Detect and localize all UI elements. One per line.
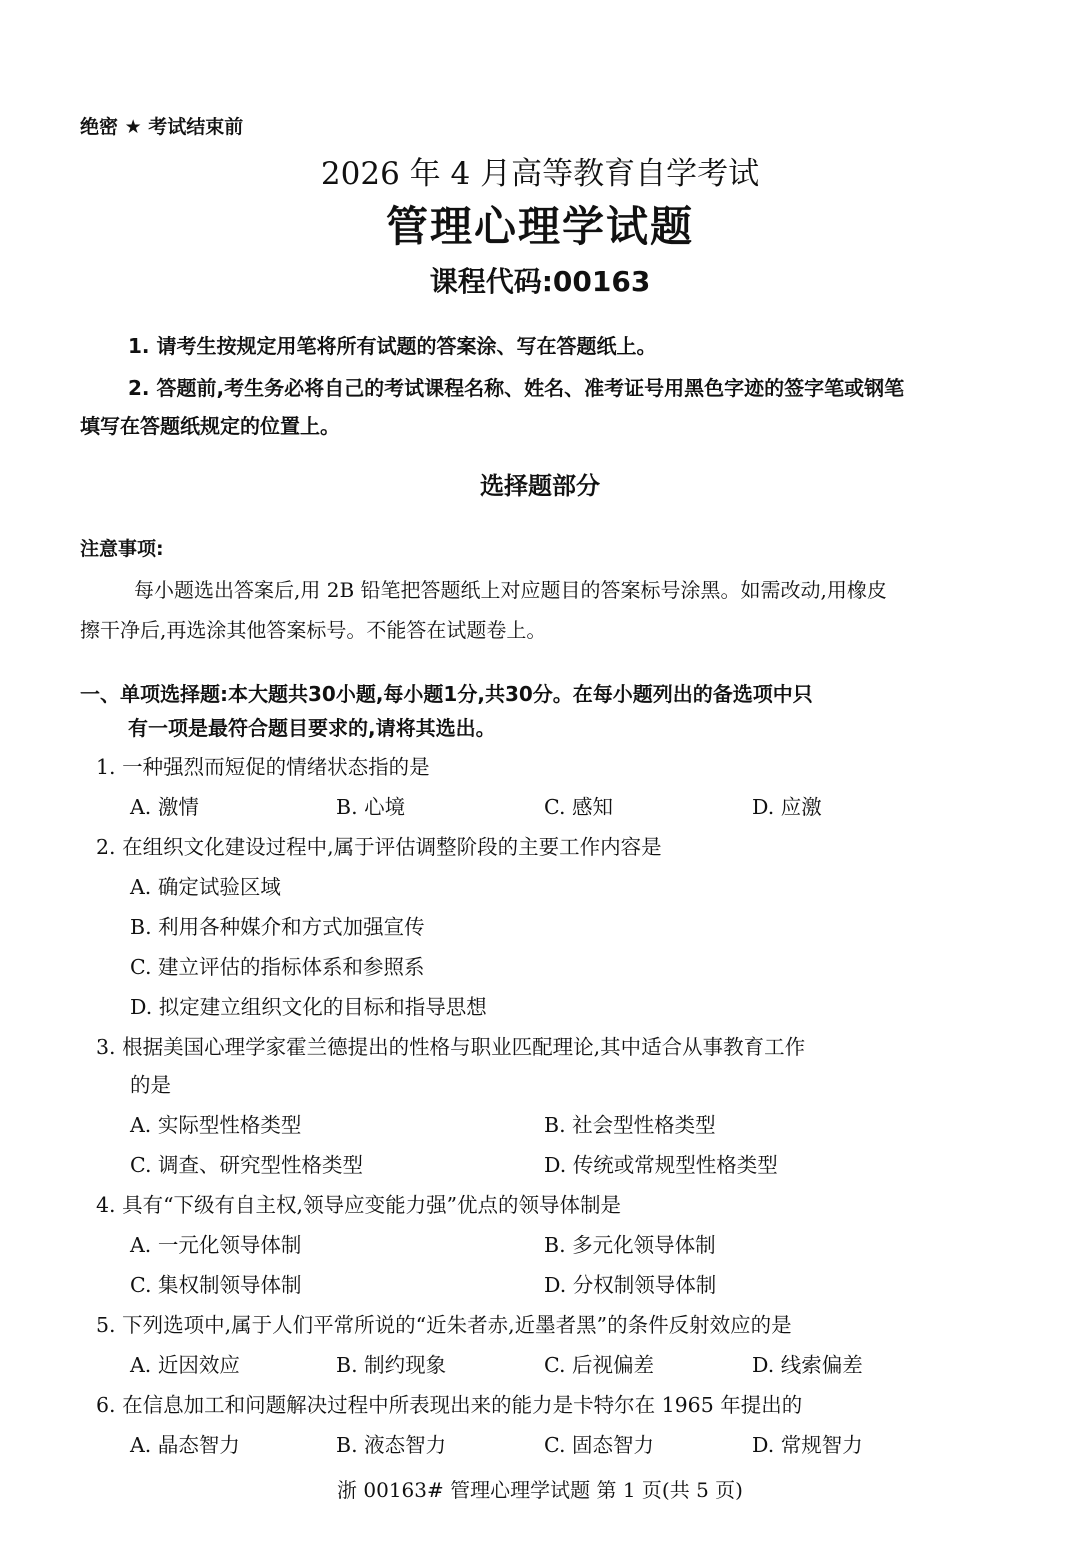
notes-label: 注意事项:	[80, 538, 164, 560]
option: A. 实际型性格类型	[130, 1113, 302, 1137]
option: B. 利用各种媒介和方式加强宣传	[130, 915, 425, 939]
option: B. 液态智力	[336, 1433, 447, 1457]
option: D. 常规智力	[752, 1433, 863, 1457]
question-stem: 1. 一种强烈而短促的情绪状态指的是	[96, 755, 430, 779]
instruction-1: 1. 请考生按规定用笔将所有试题的答案涂、写在答题纸上。	[128, 334, 657, 358]
option: A. 一元化领导体制	[130, 1233, 302, 1257]
option: B. 心境	[336, 795, 406, 819]
paper-title: 管理心理学试题	[385, 202, 694, 251]
option: C. 固态智力	[544, 1433, 654, 1457]
option: B. 多元化领导体制	[544, 1233, 716, 1257]
question-stem-cont: 的是	[130, 1073, 171, 1097]
option: C. 建立评估的指标体系和参照系	[130, 955, 425, 979]
page-footer: 浙 00163# 管理心理学试题 第 1 页(共 5 页)	[337, 1478, 743, 1502]
option: C. 感知	[544, 795, 613, 819]
option: D. 拟定建立组织文化的目标和指导思想	[130, 995, 487, 1019]
notes-text-2: 擦干净后,再选涂其他答案标号。不能答在试题卷上。	[80, 618, 547, 642]
instruction-2-cont: 填写在答题纸规定的位置上。	[80, 414, 340, 438]
instruction-2: 2. 答题前,考生务必将自己的考试课程名称、姓名、准考证号用黑色字迹的签字笔或钢笔	[128, 376, 905, 400]
section-heading: 选择题部分	[480, 472, 600, 500]
question-stem: 5. 下列选项中,属于人们平常所说的“近朱者赤,近墨者黑”的条件反射效应的是	[96, 1313, 792, 1337]
question-stem: 2. 在组织文化建设过程中,属于评估调整阶段的主要工作内容是	[96, 835, 662, 859]
secret-mark: 绝密 ★ 考试结束前	[80, 116, 244, 138]
option: A. 确定试验区域	[130, 875, 281, 899]
option: A. 近因效应	[130, 1353, 240, 1377]
part-heading-2: 有一项是最符合题目要求的,请将其选出。	[128, 716, 496, 740]
notes-text-1: 每小题选出答案后,用 2B 铅笔把答题纸上对应题目的答案标号涂黑。如需改动,用橡皮	[134, 578, 887, 602]
option: A. 激情	[130, 795, 199, 819]
option: D. 线索偏差	[752, 1353, 863, 1377]
option: C. 集权制领导体制	[130, 1273, 302, 1297]
option: D. 传统或常规型性格类型	[544, 1153, 778, 1177]
option: D. 分权制领导体制	[544, 1273, 717, 1297]
question-stem: 3. 根据美国心理学家霍兰德提出的性格与职业匹配理论,其中适合从事教育工作	[96, 1035, 806, 1059]
option: B. 社会型性格类型	[544, 1113, 716, 1137]
option: C. 调查、研究型性格类型	[130, 1153, 363, 1177]
question-stem: 4. 具有“下级有自主权,领导应变能力强”优点的领导体制是	[96, 1193, 622, 1217]
course-code: 课程代码:00163	[429, 265, 651, 298]
exam-title: 2026 年 4 月高等教育自学考试	[320, 156, 760, 192]
part-heading-1: 一、单项选择题:本大题共30小题,每小题1分,共30分。在每小题列出的备选项中只	[80, 682, 813, 706]
option: A. 晶态智力	[130, 1433, 240, 1457]
option: D. 应激	[752, 795, 822, 819]
option: C. 后视偏差	[544, 1353, 654, 1377]
question-stem: 6. 在信息加工和问题解决过程中所表现出来的能力是卡特尔在 1965 年提出的	[96, 1393, 803, 1417]
option: B. 制约现象	[336, 1353, 447, 1377]
